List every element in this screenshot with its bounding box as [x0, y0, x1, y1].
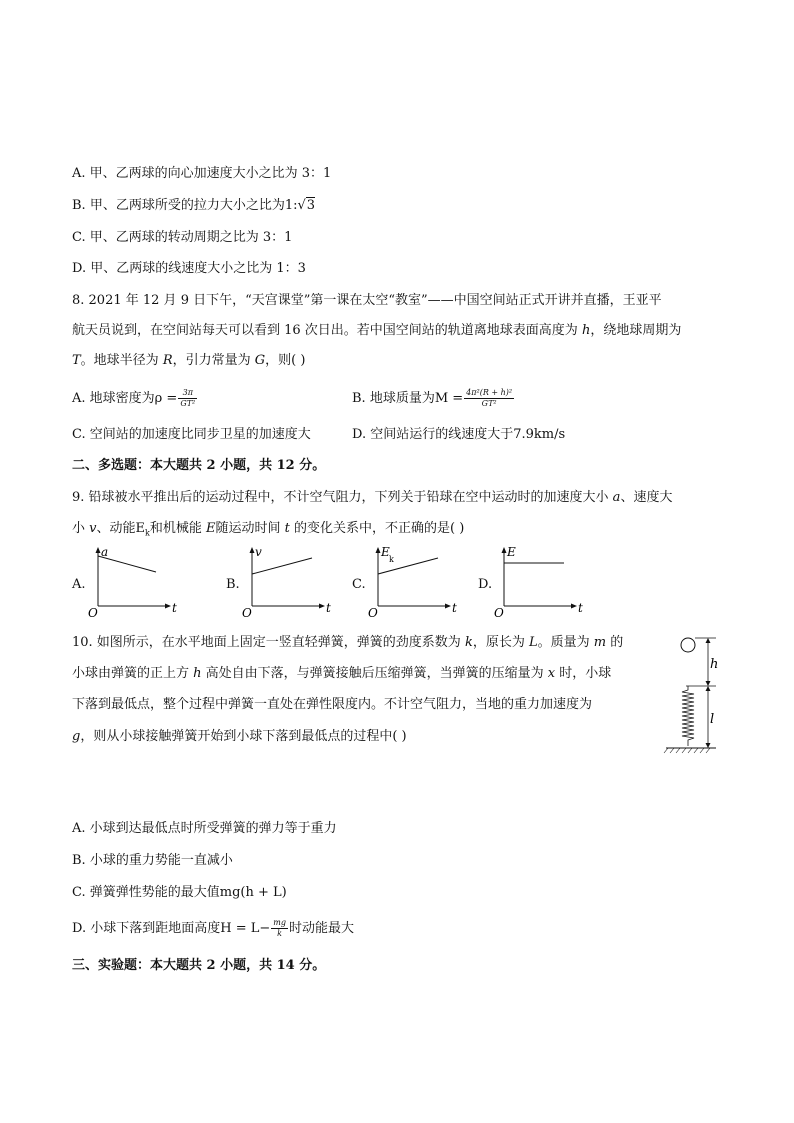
q9-graph-option-label: D. — [478, 577, 493, 592]
q8-var-R: R — [162, 353, 173, 368]
q9-text: 随运动时间 — [215, 521, 285, 536]
q9-graph-b — [242, 546, 334, 618]
q9-line-2 — [72, 520, 464, 543]
q10-text: ，则从小球接触弹簧开始到小球下落到最低点的过程中( ) — [80, 729, 407, 744]
fraction-numerator: 4π²(R + h)² — [466, 388, 513, 397]
q9-graph-d — [494, 546, 586, 618]
q10-option-d-text: 时动能最大 — [288, 921, 354, 936]
fraction-numerator: 3π — [178, 388, 197, 399]
graph-x-label: t — [578, 601, 583, 615]
arrow-up-icon — [376, 547, 381, 553]
q10-var-k: k — [464, 635, 473, 650]
q8-option-a-fraction — [178, 388, 197, 409]
q9-text: 的变化关系中，不正确的是( ) — [289, 521, 465, 536]
arrow-right-icon — [165, 604, 171, 609]
q7-option-d: D. 甲、乙两球的线速度大小之比为 1：3 — [72, 261, 306, 276]
q10-var-x: x — [547, 666, 556, 681]
q8-line-1: 8. 2021 年 12 月 9 日下午，“天宫课堂”第一课在太空“教室”——中国空间站正式开讲并直播，王亚平 — [72, 293, 662, 308]
q9-graph-c — [368, 546, 460, 618]
spring-icon — [682, 686, 694, 746]
q10-text: ，原长为 — [472, 635, 529, 650]
graph-y-label: E — [381, 546, 390, 559]
graph-x-label: t — [172, 601, 177, 615]
q9-graph-option-label: C. — [352, 577, 366, 592]
q9-var-a: a — [612, 490, 621, 505]
q10-line-2 — [72, 665, 611, 683]
q10-line-4 — [72, 728, 407, 746]
graph-x-label: t — [452, 601, 457, 615]
q8-text: ，绕地球周期为 — [590, 323, 682, 338]
q10-option-d-text: D. 小球下落到距地面高度H = L− — [72, 921, 271, 936]
q9-var-v: v — [89, 521, 97, 536]
q8-option-d: D. 空间站运行的线速度大于7.9km/s — [352, 427, 566, 442]
q10-var-h: h — [193, 666, 202, 681]
ball-icon — [681, 638, 695, 652]
arrow-up-icon — [250, 547, 255, 553]
q10-option-d — [72, 918, 354, 939]
q10-text: 的 — [606, 635, 624, 650]
graph-origin-label: O — [494, 606, 504, 618]
graph-x-label: t — [326, 601, 331, 615]
q10-line-3: 下落到最低点，整个过程中弹簧一直处在弹性限度内。不计空气阻力，当地的重力加速度为 — [72, 697, 593, 712]
q8-var-T: T — [72, 353, 81, 368]
q7-option-c: C. 甲、乙两球的转动周期之比为 3：1 — [72, 230, 293, 245]
arrow-down-icon — [706, 681, 711, 686]
ground-hatch-icon — [664, 748, 710, 753]
q9-var-E: E — [206, 521, 216, 536]
q10-text: 。质量为 — [537, 635, 594, 650]
q10-text: 时，小球 — [555, 666, 612, 681]
fraction-denominator: k — [277, 929, 283, 938]
q10-option-c: C. 弹簧弹性势能的最大值mg(h + L) — [72, 885, 287, 900]
q9-sub-k: k — [145, 528, 150, 538]
q7-option-b-text: B. 甲、乙两球所受的拉力大小之比为1: — [72, 198, 298, 213]
q10-option-d-fraction — [271, 918, 288, 939]
q10-text: 10. 如图所示，在水平地面上固定一竖直轻弹簧，弹簧的劲度系数为 — [72, 635, 465, 650]
q7-option-b: B. 甲、乙两球所受的拉力大小之比为1:√3 — [72, 198, 316, 213]
graph-origin-label: O — [88, 606, 98, 618]
q10-text: 小球由弹簧的正上方 — [72, 666, 194, 681]
arrow-up-icon — [502, 547, 507, 553]
q8-option-b — [352, 388, 515, 409]
q10-line-1 — [72, 634, 623, 652]
graph-origin-label: O — [242, 606, 252, 618]
section-3-title: 三、实验题：本大题共 2 小题，共 14 分。 — [72, 958, 326, 973]
graph-y-label: v — [255, 546, 262, 559]
q10-spring-figure — [660, 628, 724, 756]
q10-option-a: A. 小球到达最低点时所受弹簧的弹力等于重力 — [72, 821, 337, 836]
q10-option-b: B. 小球的重力势能一直减小 — [72, 853, 233, 868]
q9-text: 、速度大 — [620, 490, 673, 505]
arrow-down-icon — [706, 743, 711, 748]
graph-origin-label: O — [368, 606, 378, 618]
arrow-right-icon — [571, 604, 577, 609]
q8-line-3 — [72, 352, 305, 370]
section-2-title: 二、多选题：本大题共 2 小题，共 12 分。 — [72, 458, 326, 473]
q8-text: ，引力常量为 — [172, 353, 255, 368]
q10-var-L: L — [528, 635, 538, 650]
q9-var-t: t — [284, 521, 290, 536]
q10-var-m: m — [593, 635, 607, 650]
q9-text: 9. 铅球被水平推出后的运动过程中，不计空气阻力，下列关于铅球在空中运动时的加速度大小 — [72, 490, 613, 505]
graph-y-label: E — [507, 546, 516, 559]
fraction-numerator: mg — [273, 918, 286, 927]
fraction-denominator: GT² — [180, 399, 196, 408]
q8-var-h: h — [581, 323, 591, 338]
q8-text: ，则( ) — [265, 353, 306, 368]
arrow-right-icon — [445, 604, 451, 609]
q9-graph-option-label: A. — [72, 577, 86, 592]
graph-y-subscript: k — [389, 555, 394, 564]
arrow-up-icon — [706, 638, 711, 643]
q9-text: 、动能E — [96, 521, 145, 536]
q8-text: 。地球半径为 — [80, 353, 163, 368]
q9-text: 小 — [72, 521, 90, 536]
figure-label-l: l — [710, 712, 715, 727]
graph-curve — [252, 558, 312, 574]
figure-label-h: h — [710, 657, 719, 672]
q8-option-b-text: B. 地球质量为M = — [352, 391, 464, 406]
q8-option-c: C. 空间站的加速度比同步卫星的加速度大 — [72, 427, 311, 442]
q9-graph-option-label: B. — [226, 577, 240, 592]
q7-option-a: A. 甲、乙两球的向心加速度大小之比为 3：1 — [72, 166, 332, 181]
q8-var-G: G — [254, 353, 266, 368]
q8-line-2 — [72, 322, 681, 340]
q9-line-1 — [72, 489, 672, 507]
q8-option-b-fraction — [464, 388, 514, 409]
q9-text: 和机械能 — [149, 521, 206, 536]
q8-option-a-text: A. 地球密度为ρ = — [72, 391, 178, 406]
graph-curve — [378, 558, 438, 574]
q9-graph-a — [88, 546, 180, 618]
graph-y-label: a — [101, 546, 109, 559]
fraction-denominator: GT² — [481, 399, 497, 408]
q7-option-b-sqrt: 3 — [306, 198, 316, 213]
arrow-up-icon — [96, 547, 101, 553]
arrow-right-icon — [319, 604, 325, 609]
q10-var-g: g — [72, 729, 81, 744]
q8-option-a — [72, 388, 198, 409]
arrow-up-icon — [706, 686, 711, 691]
q10-text: 高处自由下落，与弹簧接触后压缩弹簧，当弹簧的压缩量为 — [201, 666, 548, 681]
q8-text: 航天员说到，在空间站每天可以看到 16 次日出。若中国空间站的轨道离地球表面高度为 — [72, 323, 582, 338]
